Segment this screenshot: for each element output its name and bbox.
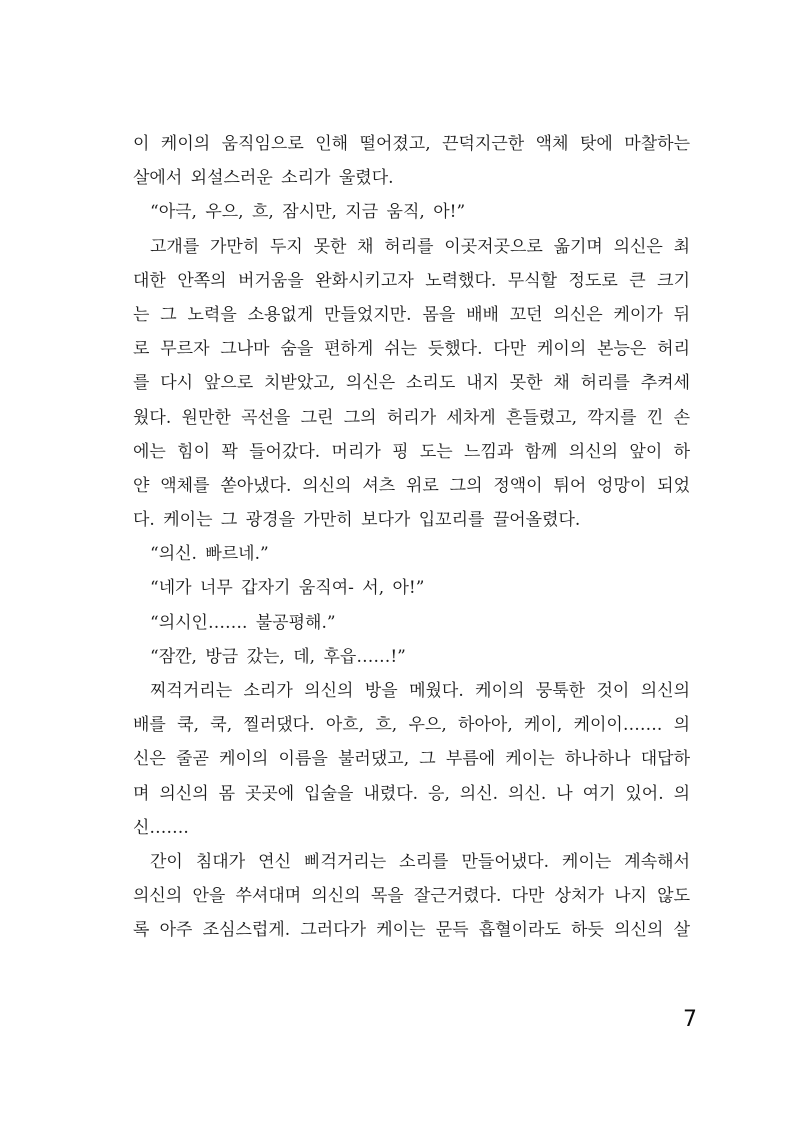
text-line: 살에서 외설스러운 소리가 울렸다.	[133, 168, 394, 189]
text-line: 는 그 노력을 소용없게 만들었지만. 몸을 배배 꼬던 의신은 케이가 뒤	[133, 304, 690, 325]
text-line: “의시인……. 불공평해.”	[150, 612, 336, 633]
text-line: 신…….	[133, 817, 189, 838]
text-line: 며 의신의 몸 곳곳에 입술을 내렸다. 응, 의신. 의신. 나 여기 있어. 의	[133, 783, 690, 804]
text-line: 얀 액체를 쏟아냈다. 의신의 셔츠 위로 그의 정액이 튀어 엉망이 되었	[133, 475, 690, 496]
text-line: “의신. 빠르네.”	[150, 544, 269, 565]
text-line: 로 무르자 그나마 숨을 편하게 쉬는 듯했다. 다만 케이의 본능은 허리	[133, 339, 690, 360]
text-line: 배를 쿡, 쿡, 찔러댔다. 아흐, 흐, 우으, 하아아, 케이, 케이이……. 의	[133, 715, 690, 736]
page-text-block	[133, 127, 690, 948]
text-line: 에는 힘이 꽉 들어갔다. 머리가 핑 도는 느낌과 함께 의신의 앞이 하	[133, 441, 690, 462]
text-line: 간이 침대가 연신 삐걱거리는 소리를 만들어냈다. 케이는 계속해서	[150, 851, 690, 872]
text-line: “아극, 우으, 흐, 잠시만, 지금 움직, 아!”	[150, 202, 466, 223]
text-line: 이 케이의 움직임으로 인해 떨어졌고, 끈덕지근한 액체 탓에 마찰하는	[133, 134, 690, 154]
text-line: “잠깐, 방금 갔는, 데, 후읍……!”	[150, 646, 406, 667]
text-line: 웠다. 원만한 곡선을 그린 그의 허리가 세차게 흔들렸고, 깍지를 낀 손	[133, 407, 690, 428]
text-line: 신은 줄곧 케이의 이름을 불러댔고, 그 부름에 케이는 하나하나 대답하	[133, 749, 690, 770]
page-number: 7	[683, 1007, 697, 1032]
text-line: 찌걱거리는 소리가 의신의 방을 메웠다. 케이의 뭉툭한 것이 의신의	[150, 681, 690, 701]
text-line: 고개를 가만히 두지 못한 채 허리를 이곳저곳으로 옮기며 의신은 최	[150, 236, 690, 257]
text-line: 다. 케이는 그 광경을 가만히 보다가 입꼬리를 끌어올렸다.	[133, 510, 581, 531]
text-line: “네가 너무 갑자기 움직여- 서, 아!”	[150, 578, 425, 599]
text-line: 록 아주 조심스럽게. 그러다가 케이는 문득 흡혈이라도 하듯 의신의 살	[133, 920, 690, 941]
text-line: 의신의 안을 쑤셔대며 의신의 목을 잘근거렸다. 다만 상처가 나지 않도	[133, 886, 690, 907]
text-line: 를 다시 앞으로 치받았고, 의신은 소리도 내지 못한 채 허리를 추켜세	[133, 373, 690, 394]
text-line: 대한 안쪽의 버거움을 완화시키고자 노력했다. 무식할 정도로 큰 크기	[133, 270, 690, 291]
